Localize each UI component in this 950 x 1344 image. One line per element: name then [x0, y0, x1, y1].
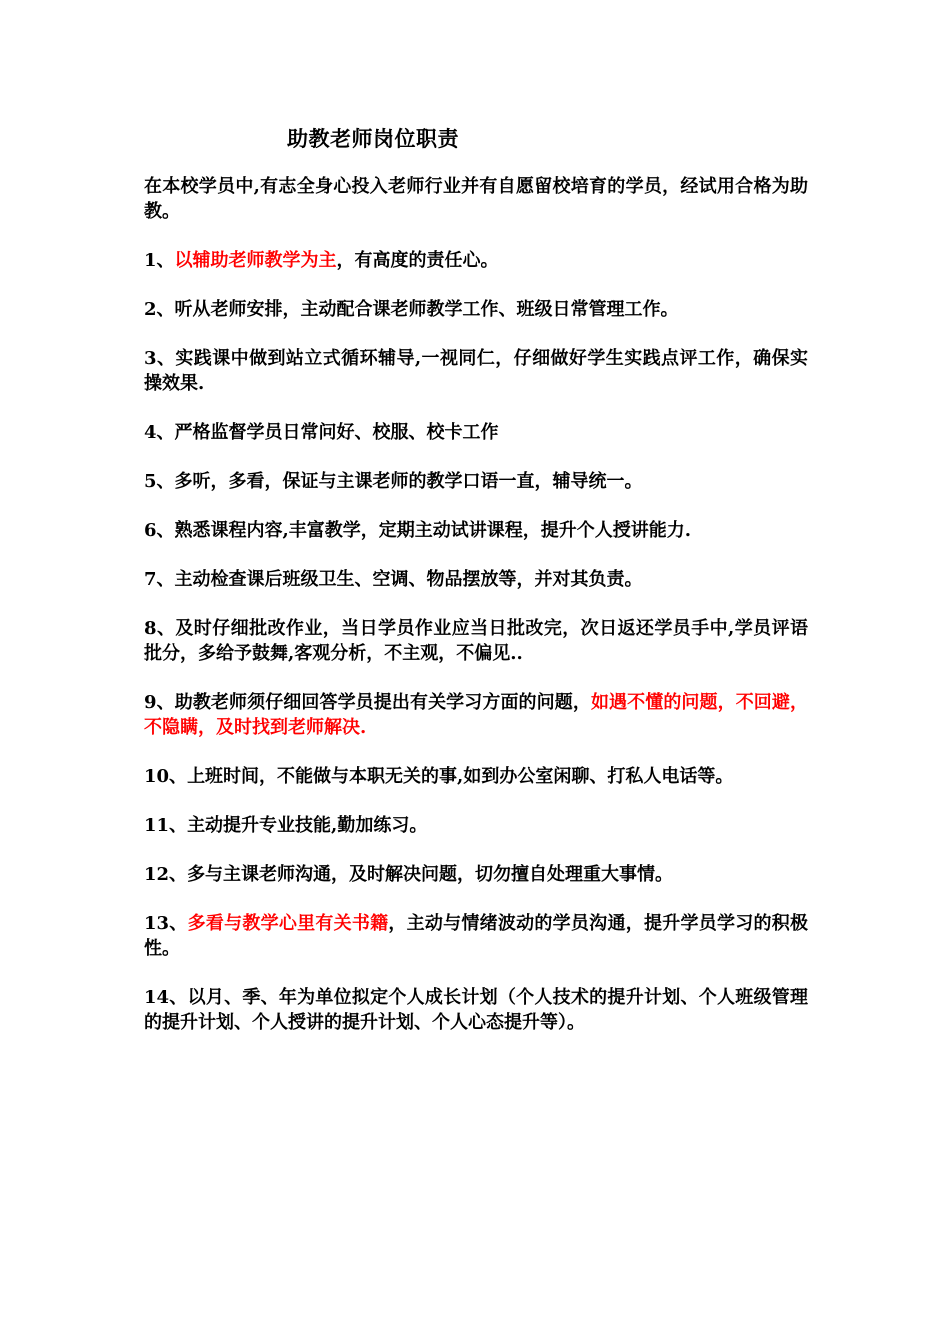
duty-item-2 — [144, 297, 808, 322]
duty-item-11 — [144, 813, 808, 838]
item-number: 4、 — [144, 422, 175, 443]
duty-item-12 — [144, 862, 808, 887]
item-number: 5、 — [144, 471, 175, 492]
duty-item-10 — [144, 764, 808, 789]
item-text: ，有高度的责任心。 — [336, 250, 499, 271]
item-text: 多与主课老师沟通，及时解决问题，切勿擅自处理重大事情。 — [187, 864, 674, 885]
item-text: 严格监督学员日常问好、校服、校卡工作 — [174, 422, 499, 443]
item-text: 及时仔细批改作业，当日学员作业应当日批改完，次日返还学员手中,学员评语批分，多给予鼓舞,客观分析，不主观，不偏见.. — [144, 618, 808, 664]
duty-item-13 — [144, 911, 808, 961]
item-highlight: 以辅助老师教学为主 — [174, 250, 337, 271]
document-title: 助教老师岗位职责 — [287, 126, 459, 151]
item-number: 6、 — [144, 520, 175, 541]
duty-item-3 — [144, 346, 808, 396]
item-number: 7、 — [144, 569, 175, 590]
intro-paragraph: 在本校学员中,有志全身心投入老师行业并有自愿留校培育的学员，经试用合格为助教。 — [144, 176, 808, 222]
item-text: 以月、季、年为单位拟定个人成长计划（个人技术的提升计划、个人班级管理的提升计划、个人授讲的提升计划、个人心态提升等）。 — [144, 987, 808, 1033]
item-number: 11、 — [144, 815, 188, 836]
item-number: 14、 — [144, 987, 188, 1008]
item-number: 3、 — [144, 348, 176, 369]
duty-item-14 — [144, 985, 808, 1035]
item-highlight: 多看与教学心里有关书籍 — [187, 913, 389, 934]
item-text: ，主动与情绪波动的学员沟通，提升学员学习的积极性。 — [144, 913, 808, 959]
item-highlight: 如遇不懂的问题，不回避，不隐瞒，及时找到老师解决. — [144, 692, 808, 738]
item-number: 2、 — [144, 299, 175, 320]
duty-item-8 — [144, 616, 808, 666]
item-text: 主动提升专业技能,勤加练习。 — [187, 815, 428, 836]
item-text: 主动检查课后班级卫生、空调、物品摆放等，并对其负责。 — [174, 569, 643, 590]
duty-item-1 — [144, 248, 808, 273]
item-number: 9、 — [144, 692, 175, 713]
item-number: 10、 — [144, 766, 188, 787]
item-text: 熟悉课程内容,丰富教学，定期主动试讲课程，提升个人授讲能力. — [174, 520, 692, 541]
duty-item-9 — [144, 690, 808, 740]
duty-item-5 — [144, 469, 808, 494]
item-text: 实践课中做到站立式循环辅导,一视同仁，仔细做好学生实践点评工作，确保实操效果. — [144, 348, 808, 394]
duty-item-4 — [144, 420, 808, 445]
duty-item-6 — [144, 518, 808, 543]
document-body — [144, 174, 808, 1059]
item-text: 听从老师安排，主动配合课老师教学工作、班级日常管理工作。 — [174, 299, 679, 320]
item-number: 12、 — [144, 864, 188, 885]
item-number: 1、 — [144, 250, 175, 271]
item-text: 多听，多看，保证与主课老师的教学口语一直，辅导统一。 — [174, 471, 643, 492]
item-number: 13、 — [144, 913, 188, 934]
item-text: 上班时间，不能做与本职无关的事,如到办公室闲聊、打私人电话等。 — [187, 766, 734, 787]
duty-item-7 — [144, 567, 808, 592]
item-text: 助教老师须仔细回答学员提出有关学习方面的问题， — [174, 692, 591, 713]
item-number: 8、 — [144, 618, 176, 639]
